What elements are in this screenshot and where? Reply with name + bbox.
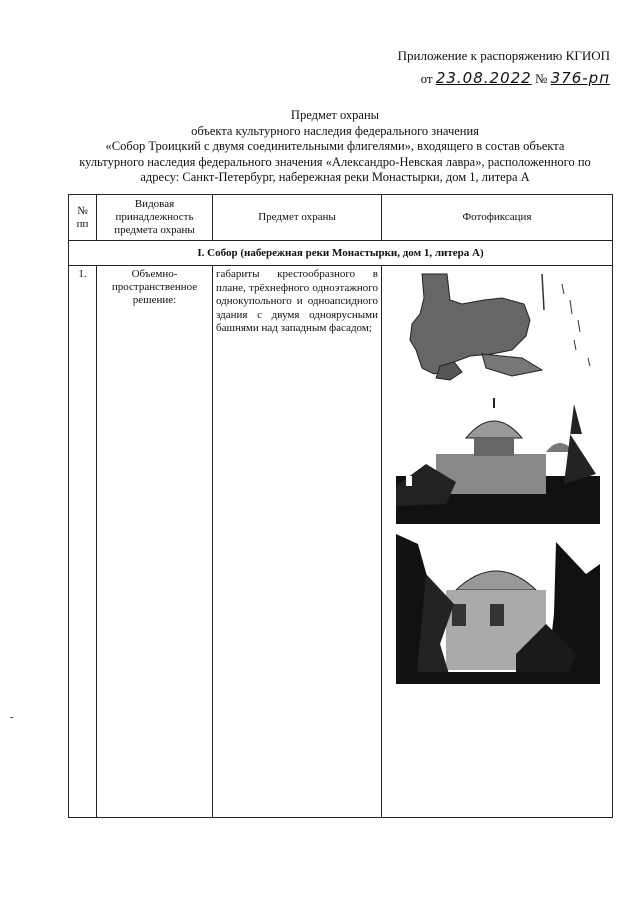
title-line-4: культурного наследия федерального значения «Александро-Невская лавра», расположенного по <box>79 154 591 169</box>
cathedral-photo-2 <box>396 534 600 684</box>
header-photo: Фотофиксация <box>382 195 613 241</box>
title-line-3: «Собор Троицкий с двумя соединительными флигелями», входящего в состав объекта <box>105 139 565 153</box>
cathedral-photo-1 <box>396 394 600 524</box>
section-title: I. Собор (набережная реки Монастырки, дом 1, литера А) <box>69 241 613 266</box>
table-row <box>69 266 613 818</box>
row-num: 1. <box>69 266 97 818</box>
photo-cell <box>382 266 613 818</box>
table-header-row <box>69 195 613 241</box>
date-handwritten: 23.08.2022 <box>435 69 532 87</box>
title-line-5: адресу: Санкт-Петербург, набережная реки Монастырки, дом 1, литера А <box>140 170 530 184</box>
row-type: Объемно-пространственное решение: <box>97 266 213 818</box>
stray-mark: - <box>10 712 14 723</box>
number-prefix: № <box>534 71 548 86</box>
header-subject: Предмет охраны <box>213 195 382 241</box>
protection-table <box>68 194 612 818</box>
document-title <box>60 108 610 186</box>
title-line-1: Предмет охраны <box>290 108 380 122</box>
header-num: № пп <box>69 195 97 241</box>
section-row <box>69 241 613 266</box>
appendix-header <box>398 46 610 89</box>
site-plan-image <box>392 270 602 388</box>
number-handwritten: 376-рп <box>550 69 610 87</box>
appendix-title: Приложение к распоряжению КГИОП <box>397 48 610 63</box>
header-type: Видовая принадлежность предмета охраны <box>97 195 213 241</box>
appendix-date-number <box>398 68 610 89</box>
date-prefix: от <box>420 71 433 86</box>
title-line-2: объекта культурного наследия федерального значения <box>191 123 479 138</box>
row-subject: габариты крестообразного в плане, трёхнефного одноэтажного однокупольного и одноапсидного здания с двумя одноярусными башнями над западным фасадом; <box>213 266 382 818</box>
